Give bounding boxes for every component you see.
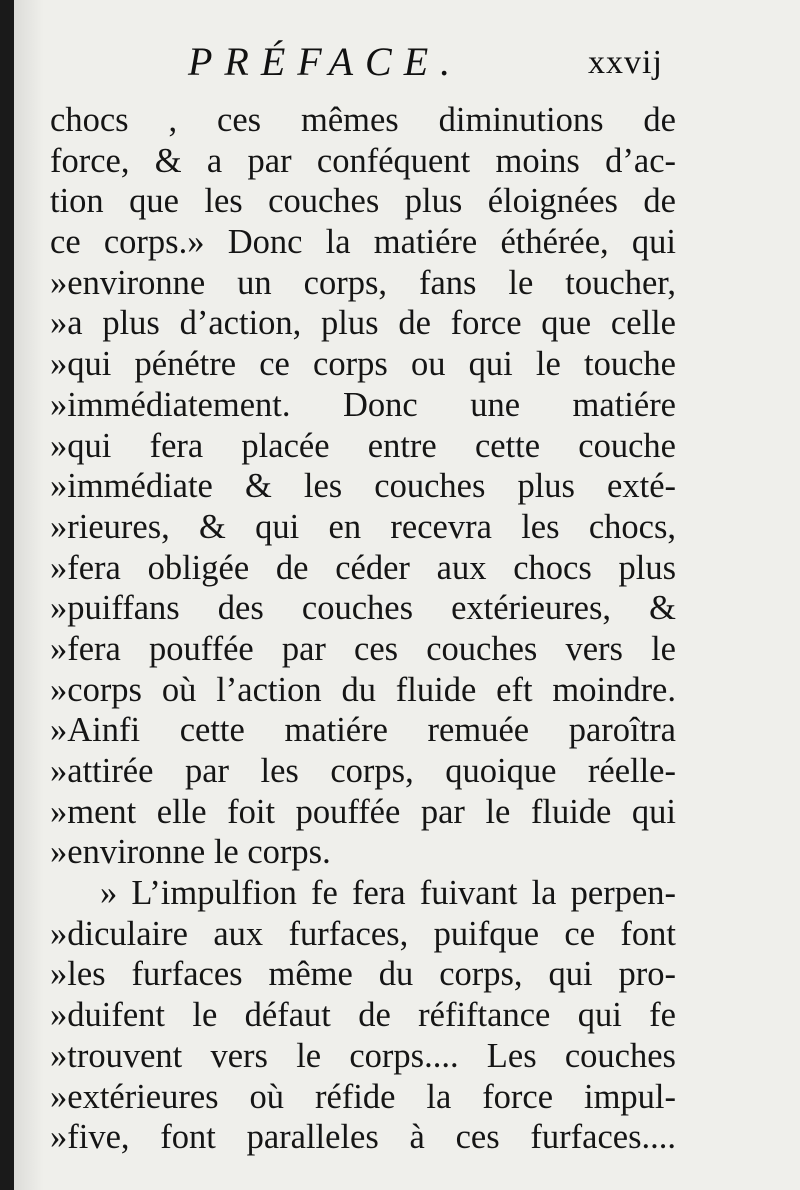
text-line: »trouvent vers le corps.... Les couches: [50, 1036, 676, 1075]
text-line: »immédiatement. Donc une matiére: [50, 385, 676, 424]
text-line: »attirée par les corps, quoique réelle-: [50, 752, 676, 790]
text-line: » L’impulfion fe fera fuivant la perpen-: [100, 874, 676, 913]
text-line: force, & a par conféquent moins d’ac-: [50, 141, 676, 180]
text-line: »environne le corps.: [50, 833, 331, 872]
text-line: »Ainfi cette matiére remuée paroîtra: [50, 711, 676, 750]
text-line: »ment elle foit pouffée par le fluide qui: [50, 792, 676, 831]
text-line: »puiffans des couches extérieures, &: [50, 589, 676, 628]
text-line: »qui fera placée entre cette couche: [50, 426, 676, 465]
text-line: »les furfaces même du corps, qui pro-: [50, 955, 676, 994]
text-line: »five, font paralleles à ces furfaces....: [50, 1118, 676, 1157]
text-line: »rieures, & qui en recevra les chocs,: [50, 507, 676, 546]
text-line: »fera obligée de céder aux chocs plus: [50, 548, 676, 587]
text-line: »immédiate & les couches plus exté-: [50, 467, 676, 506]
running-title: PRÉFACE.: [188, 39, 463, 84]
book-page: [14, 0, 800, 1190]
page-number: xxvij: [588, 44, 663, 81]
text-line: »fera pouffée par ces couches vers le: [50, 629, 676, 668]
text-line: »a plus d’action, plus de force que celle: [50, 304, 676, 343]
text-line: »extérieures où réfide la force impul-: [50, 1077, 676, 1116]
text-line: chocs , ces mêmes diminutions de: [50, 101, 676, 139]
text-line: »environne un corps, fans le toucher,: [50, 263, 676, 302]
body-text: [50, 100, 676, 1158]
text-line: »diculaire aux furfaces, puifque ce font: [50, 914, 676, 953]
page-header: [14, 38, 800, 88]
text-line: »qui pénétre ce corps ou qui le touche: [50, 345, 676, 384]
text-line: ce corps.» Donc la matiére éthérée, qui: [50, 223, 676, 262]
text-line: »duifent le défaut de réfiftance qui fe: [50, 996, 676, 1035]
text-line: tion que les couches plus éloignées de: [50, 182, 676, 221]
text-line: »corps où l’action du fluide eft moindre.: [50, 670, 676, 709]
